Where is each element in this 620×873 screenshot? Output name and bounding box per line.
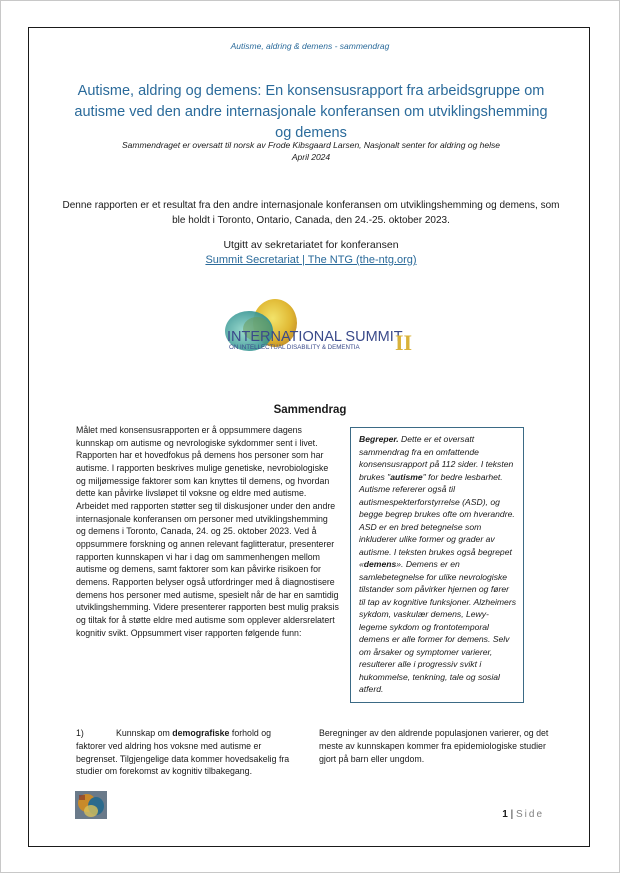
- international-summit-logo: [217, 293, 417, 357]
- translator-credit: Sammendraget er oversatt til norsk av Frode Kibsgaard Larsen, Nasjonalt senter for aldring og helse: [122, 140, 500, 150]
- terminology-text-2: " for bedre lesbarhet. Autisme refererer også til autismespekterforstyrrelse (ASD), og begge begrep brukes ofte om hverandre. ASD er en bred betegnelse som inkluderer ulike former og grader av autisme. I teksten brukes også begrepet «: [359, 471, 515, 569]
- translator-note: [61, 139, 561, 163]
- page-word: Side: [515, 809, 544, 820]
- finding-lead: Kunnskap om: [116, 728, 173, 738]
- summary-paragraph: Målet med konsensusrapporten er å oppsummere dagens kunnskap om autisme og nevrologiske sykdommer sent i livet. Rapporten har et hovedfokus på demens hos personer som har autisme. I rapporten beskrives mulige genetiske, nevrobiologiske og miljømessige faktorer som kan knyttes til demens, og hvordan dette kan påvirke livsløpet til voksne og eldre med autisme. Arbeidet med rapporten støtter seg til diskusjoner under den andre internasjonale konferansen om personer med utviklingshemming og demens i Toronto, Canada, 24. og 25. oktober 2023. Ved å oppsummere forskning og annen relevant faglitteratur, presenterer rapporten kunnskapen vi har i dag om sammenhengen mellom autisme og demens, samt faktorer som kan påvirke risikoen for demens. Rapporten belyser også utfordringer med å diagnostisere demens hos personer med autisme, spesielt når de har en samtidig utviklingshemming. Videre presenterer rapporten best mulig praksis og tiltak for å støtte eldre med autisme som opplever aldersrelatert kognitiv svikt. Oppsummert viser rapporten følgende funn:: [76, 425, 339, 638]
- publisher-block: [61, 238, 561, 268]
- terminology-box: [350, 427, 524, 703]
- term-autisme: autisme: [390, 471, 423, 482]
- finding-keyword: demografiske: [172, 728, 230, 738]
- logo-numeral-text: II: [395, 330, 413, 355]
- intro-paragraph: Denne rapporten er et resultat fra den andre internasjonale konferansen om utviklingshemming og demens, som ble holdt i Toronto, Ontario, Canada, den 24.-25. oktober 2023.: [62, 200, 560, 226]
- finding-text: forhold og faktorer ved aldring hos voksne med autisme er begrenset. Tilgjengelige data kommer hovedsakelig fra studier om forekomst av kognitiv tilbakegang.: [76, 728, 290, 777]
- page-number-value: 1: [502, 809, 508, 820]
- logo-subtitle-text: ON INTELLECTUAL DISABILITY & DEMENTIA: [229, 344, 360, 351]
- terminology-heading: Begreper.: [359, 434, 399, 444]
- summit-secretariat-link[interactable]: Summit Secretariat | The NTG (the-ntg.org): [205, 254, 417, 266]
- running-header: Autisme, aldring & demens - sammendrag: [230, 41, 390, 51]
- publication-date: April 2024: [291, 152, 331, 162]
- document-title: Autisme, aldring og demens: En konsensusrapport fra arbeidsgruppe om autisme ved den andre internasjonale konferansen om utviklingshemming og demens: [74, 83, 548, 141]
- section-heading: Sammendrag: [273, 404, 347, 416]
- finding-number: 1): [76, 728, 84, 738]
- terminology-text-1: Dette er et oversatt sammendrag fra en omfattende konsensusrapport på 112 sider. I teksten brukes ": [359, 434, 514, 482]
- logo-title-text: INTERNATIONAL SUMMIT: [227, 329, 403, 345]
- page-separator: |: [510, 809, 514, 820]
- page-number: [502, 809, 544, 820]
- term-demens: demens: [363, 559, 397, 569]
- terminology-text-3: ». Demens er en samlebetegnelse for ulike nevrologiske tilstander som påvirker hjernen og fører til tap av kognitive funksjoner. Alzheimers sykdom, vaskulær demens, Lewy-legeme sykdom og frontotemporal demens er alle former for demens. Selv om årsaker og symptomer varierer, resulterer alle i progressiv svikt i hukommelse, tenkning, tale og sosial atferd.: [359, 559, 516, 694]
- finding-1-right: Beregninger av den aldrende populasjonen varierer, og det meste av kunnskapen kommer fra epidemiologiske studier gjort på barn eller ungdom.: [319, 728, 549, 764]
- footer-logo-icon: [75, 791, 107, 819]
- finding-1-left: [76, 727, 301, 778]
- publisher-label: Utgitt av sekretariatet for konferansen: [223, 239, 399, 251]
